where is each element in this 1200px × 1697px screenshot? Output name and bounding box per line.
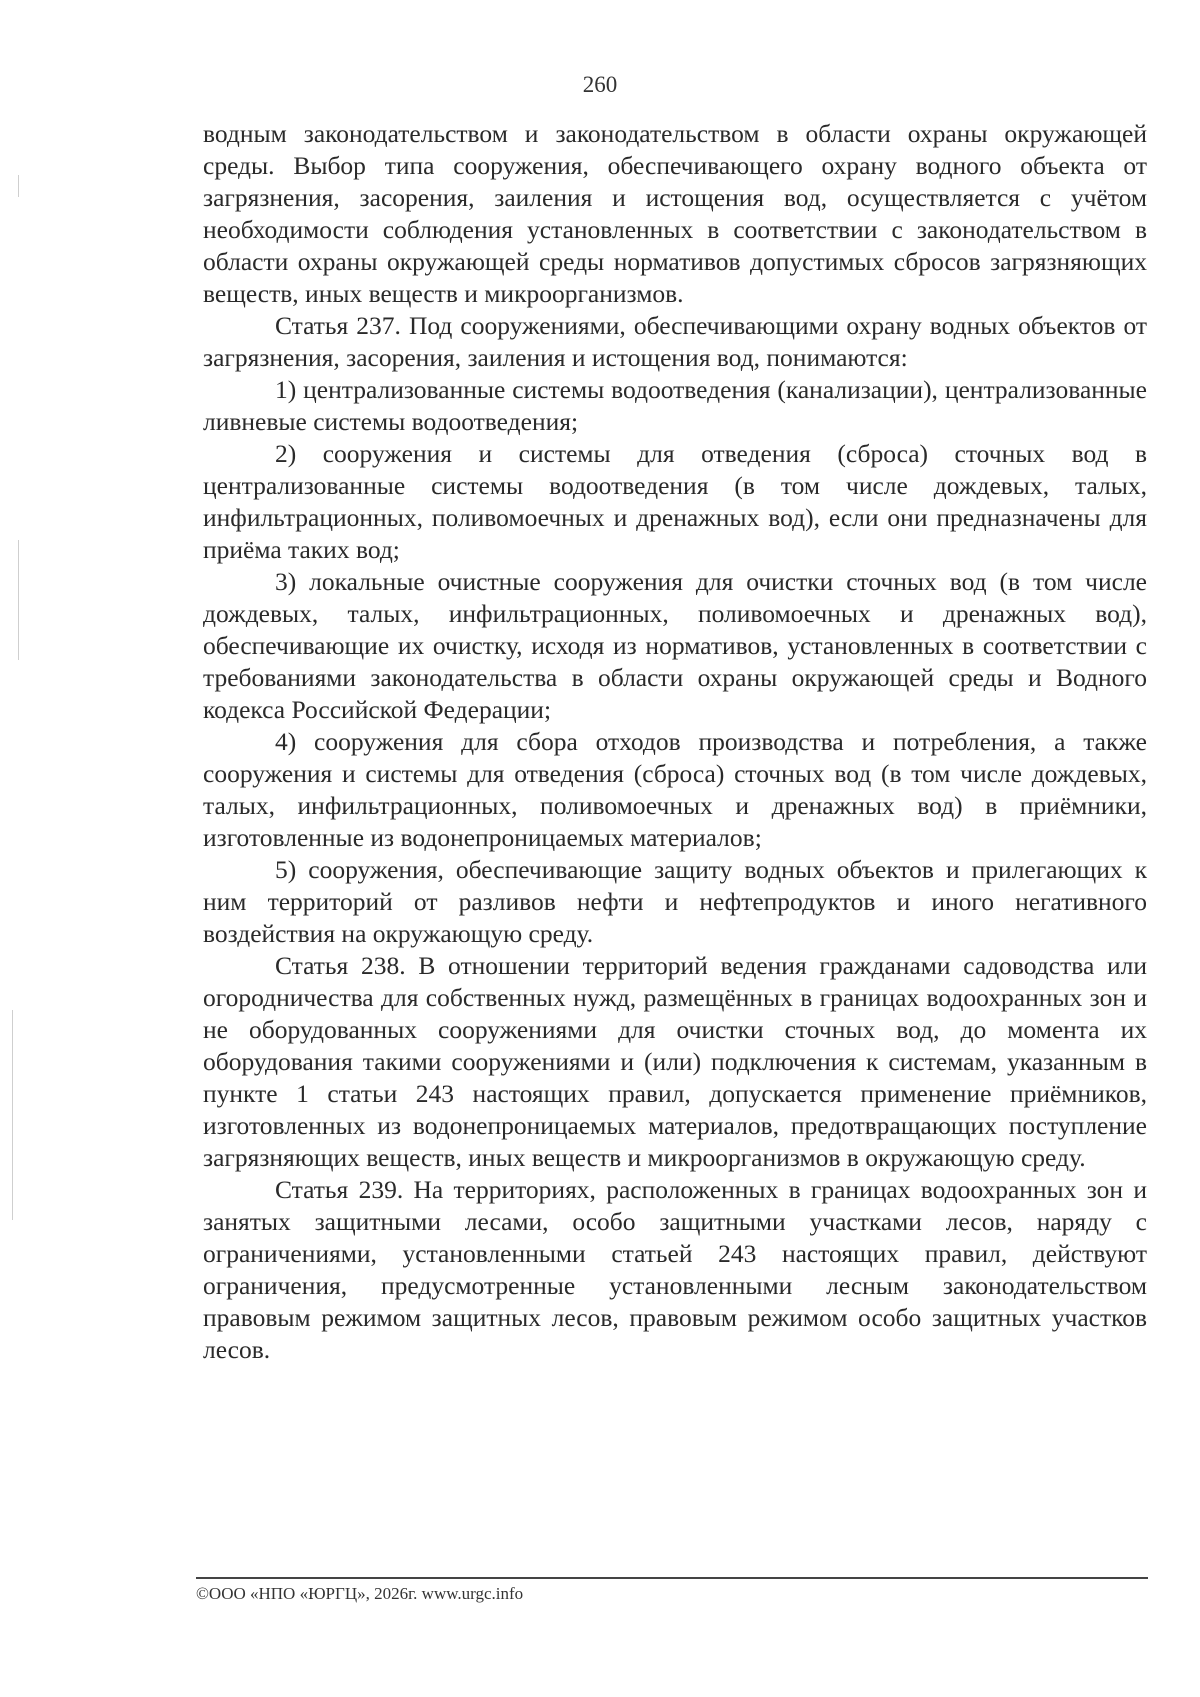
scan-artifact-line	[12, 1010, 13, 1220]
article-237-item-1: 1) централизованные системы водоотведения (канализации), централизованные ливневые системы водоотведения;	[203, 375, 1147, 436]
article-237-intro: Статья 237. Под сооружениями, обеспечивающими охрану водных объектов от загрязнения, засорения, заиления и истощения вод, понимаются:	[203, 311, 1147, 372]
article-239: Статья 239. На территориях, расположенных в границах водоохранных зон и занятых защитными лесами, особо защитными участками лесов, наряду с ограничениями, установленными статьей 243 настоящих правил, действуют ограничения, предусмотренные установленными лесным законодательством правовым режимом защитных лесов, правовым режимом особо защитных участков лесов.	[203, 1175, 1147, 1364]
article-238: Статья 238. В отношении территорий ведения гражданами садоводства или огородничества для собственных нужд, размещённых в границах водоохранных зон и не оборудованных сооружениями для очистки сточных вод, до момента их оборудования такими сооружениями и (или) подключения к системам, указанным в пункте 1 статьи 243 настоящих правил, допускается применение приёмников, изготовленных из водонепроницаемых материалов, предотвращающих поступление загрязняющих веществ, иных веществ и микроорганизмов в окружающую среду.	[203, 951, 1147, 1172]
article-237-item-3: 3) локальные очистные сооружения для очистки сточных вод (в том числе дождевых, талых, инфильтрационных, поливомоечных и дренажных вод), обеспечивающие их очистку, исходя из нормативов, установленных в соответствии с требованиями законодательства в области охраны окружающей среды и Водного кодекса Российской Федерации;	[203, 567, 1147, 724]
article-237-item-2: 2) сооружения и системы для отведения (сброса) сточных вод в централизованные системы водоотведения (в том числе дождевых, талых, инфильтрационных, поливомоечных и дренажных вод), если они предназначены для приёма таких вод;	[203, 439, 1147, 564]
footer-divider	[196, 1577, 1148, 1579]
footer-copyright: ©ООО «НПО «ЮРГЦ», 2026г. www.urgc.info	[196, 1584, 524, 1603]
scan-artifact-line	[18, 540, 19, 660]
scan-artifact-line	[18, 175, 19, 197]
article-237-item-5: 5) сооружения, обеспечивающие защиту водных объектов и прилегающих к ним территорий от разливов нефти и нефтепродуктов и иного негативного воздействия на окружающую среду.	[203, 855, 1147, 948]
page-number: 260	[582, 72, 618, 97]
paragraph-continuation: водным законодательством и законодательством в области охраны окружающей среды. Выбор типа сооружения, обеспечивающего охрану водного объекта от загрязнения, засорения, заиления и истощения вод, осуществляется с учётом необходимости соблюдения установленных в соответствии с законодательством в области охраны окружающей среды нормативов допустимых сбросов загрязняющих веществ, иных веществ и микроорганизмов.	[203, 119, 1147, 308]
document-body	[203, 118, 1147, 1366]
article-237-item-4: 4) сооружения для сбора отходов производства и потребления, а также сооружения и системы для отведения (сброса) сточных вод (в том числе дождевых, талых, инфильтрационных, поливомоечных и дренажных вод) в приёмники, изготовленные из водонепроницаемых материалов;	[203, 727, 1147, 852]
